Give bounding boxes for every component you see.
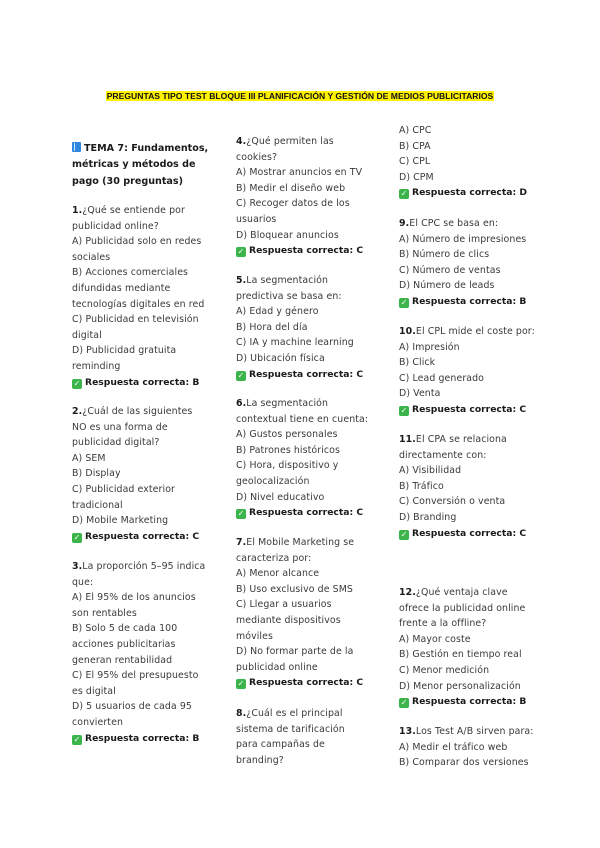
text-span: La proporción 5–95 indica (82, 561, 206, 572)
question-number: 12. (399, 587, 416, 598)
question-number: 7. (236, 537, 247, 548)
option: geolocalización (236, 475, 310, 487)
question-text: para campañas de (236, 739, 325, 751)
text-span: Respuesta correcta: B (412, 295, 527, 307)
check-mark-icon: ✓ (73, 378, 81, 388)
text-span: Los Test A/B sirven para: (415, 726, 534, 737)
question-number: 5. (236, 275, 247, 286)
option: A) Impresión (399, 341, 460, 353)
correct-answer (399, 694, 571, 710)
question-number: 4. (236, 136, 247, 147)
option: convierten (72, 716, 123, 728)
question-number: 8. (236, 708, 247, 719)
option: D) Número de leads (399, 280, 495, 292)
option: B) Acciones comerciales (72, 267, 189, 279)
check-mark-icon: ✓ (400, 189, 408, 199)
question-text (399, 432, 571, 448)
question-number: 1. (72, 205, 83, 216)
check-mark-icon: ✓ (400, 698, 408, 708)
option: D) Publicidad gratuita (72, 345, 177, 357)
question-13 (399, 724, 571, 771)
question-text: directamente con: (399, 449, 487, 461)
option: C) El 95% del presupuesto (72, 670, 199, 682)
option: D) Ubicación física (236, 352, 325, 364)
option: A) Mostrar anuncios en TV (236, 167, 363, 179)
correct-answer (399, 402, 571, 418)
text-span: Respuesta correcta: C (249, 677, 364, 689)
question-2 (72, 404, 244, 544)
option: es digital (72, 685, 116, 697)
question-text: contextual tiene en cuenta: (236, 413, 369, 425)
option: móviles (236, 630, 273, 642)
check-mark-icon: ✓ (237, 370, 245, 380)
question-text: predictiva se basa en: (236, 290, 342, 302)
option: publicidad online (236, 661, 318, 673)
text-span: Respuesta correcta: B (85, 376, 200, 388)
text-span: La segmentación (246, 398, 329, 409)
option: C) Lead generado (399, 372, 484, 384)
question-text (236, 134, 408, 150)
text-span: Respuesta correcta: C (249, 507, 364, 519)
correct-answer (399, 294, 571, 310)
option: tecnologías digitales en red (72, 298, 205, 310)
option: A) Edad y género (236, 306, 319, 318)
option: usuarios (236, 213, 277, 225)
option: D) Venta (399, 388, 441, 400)
text-span: El Mobile Marketing se (246, 537, 355, 548)
check-mark-icon: ✓ (237, 509, 245, 519)
text-span: ¿Qué se entiende por (82, 205, 185, 216)
question-8 (236, 706, 408, 768)
question-7 (236, 535, 408, 691)
question-text (72, 559, 244, 575)
text-span: ¿Qué ventaja clave (415, 587, 508, 598)
option: generan rentabilidad (72, 654, 173, 666)
correct-answer (399, 185, 571, 201)
option: difundidas mediante (72, 282, 171, 294)
question-text (236, 535, 408, 551)
option: A) Menor alcance (236, 568, 320, 580)
option: digital (72, 329, 102, 341)
text-span: Respuesta correcta: D (412, 187, 527, 199)
question-text: publicidad digital? (72, 437, 160, 449)
check-mark-icon: ✓ (237, 679, 245, 689)
option: C) Publicidad exterior (72, 483, 176, 495)
text-span: La segmentación (246, 275, 329, 286)
correct-answer (399, 526, 571, 542)
option: C) Publicidad en televisión (72, 314, 199, 326)
question-5 (236, 273, 408, 382)
question-number: 10. (399, 326, 416, 337)
text-span: Respuesta correcta: C (85, 530, 200, 542)
question-text: ofrece la publicidad online (399, 602, 526, 614)
correct-answer (72, 529, 244, 545)
option: reminding (72, 360, 121, 372)
option: D) No formar parte de la (236, 646, 354, 658)
question-11 (399, 432, 571, 541)
question-1 (72, 203, 247, 390)
text-span: Respuesta correcta: C (412, 527, 527, 539)
text-span: Respuesta correcta: C (412, 403, 527, 415)
question-number: 11. (399, 434, 416, 445)
option: son rentables (72, 607, 137, 619)
option: D) Nivel educativo (236, 491, 325, 503)
question-3 (72, 559, 247, 746)
option: A) Visibilidad (399, 465, 462, 477)
option: D) 5 usuarios de cada 95 (72, 701, 192, 713)
option: D) Mobile Marketing (72, 515, 169, 527)
option: B) CPA (399, 140, 431, 152)
option: C) CPL (399, 156, 431, 168)
option: B) Uso exclusivo de SMS (236, 583, 353, 595)
check-mark-icon: ✓ (400, 405, 408, 415)
option: B) Gestión en tiempo real (399, 649, 522, 661)
correct-answer (236, 505, 408, 521)
correct-answer (72, 731, 244, 747)
question-text (399, 724, 571, 740)
text-span: ¿Qué permiten las (246, 136, 334, 147)
question-number: 9. (399, 218, 410, 229)
text-span: Respuesta correcta: B (85, 732, 200, 744)
option: B) Número de clics (399, 249, 490, 261)
text-span: ¿Cuál de las siguientes (82, 406, 193, 417)
question-text (72, 203, 244, 219)
question-8-continued (399, 123, 571, 201)
option: A) Medir el tráfico web (399, 741, 508, 753)
option: C) Recoger datos de los (236, 198, 350, 210)
option: A) Mayor coste (399, 633, 471, 645)
theme-heading: TEMA 7: Fundamentos, métricas y métodos de pago (30 preguntas) (72, 143, 209, 187)
option: C) Hora, dispositivo y (236, 460, 339, 472)
question-text (236, 396, 408, 412)
check-mark-icon: ✓ (73, 532, 81, 542)
option: B) Click (399, 357, 436, 369)
question-text: branding? (236, 754, 284, 766)
question-6 (236, 396, 408, 521)
option: B) Solo 5 de cada 100 (72, 623, 178, 635)
option: B) Medir el diseño web (236, 182, 346, 194)
question-text: que: (72, 576, 94, 588)
check-mark-icon: ✓ (237, 247, 245, 257)
option: C) Menor medición (399, 664, 490, 676)
option: D) CPM (399, 171, 434, 183)
option: A) Publicidad solo en redes (72, 236, 202, 248)
document-title (0, 91, 600, 101)
option: C) Conversión o venta (399, 496, 506, 508)
question-text: caracteriza por: (236, 552, 312, 564)
question-text (399, 585, 571, 601)
question-text (236, 706, 408, 722)
text-span: ¿Cuál es el principal (246, 708, 343, 719)
option: A) CPC (399, 125, 432, 136)
question-text: sistema de tarificación (236, 723, 345, 735)
correct-answer (236, 675, 408, 691)
question-text (399, 216, 571, 232)
correct-answer (236, 243, 408, 259)
book-icon (72, 142, 81, 152)
option: D) Branding (399, 511, 457, 523)
question-4 (236, 134, 408, 259)
question-text (236, 273, 408, 289)
option: C) IA y machine learning (236, 337, 354, 349)
option: acciones publicitarias (72, 638, 176, 650)
check-mark-icon: ✓ (73, 734, 81, 744)
text-span: Respuesta correcta: C (249, 368, 364, 380)
text-span: El CPA se relaciona (415, 434, 507, 445)
option: B) Tráfico (399, 480, 444, 492)
correct-answer (236, 367, 408, 383)
question-text: NO es una forma de (72, 421, 168, 433)
question-number: 3. (72, 561, 83, 572)
question-12 (399, 585, 571, 710)
option: D) Menor personalización (399, 680, 521, 692)
text-span: Respuesta correcta: B (412, 696, 527, 708)
option: B) Comparar dos versiones (399, 757, 529, 769)
text-span: El CPL mide el coste por: (415, 326, 535, 337)
option: C) Llegar a usuarios (236, 599, 332, 611)
correct-answer (72, 375, 244, 391)
question-text: frente a la offline? (399, 618, 487, 630)
question-number: 6. (236, 398, 247, 409)
option: A) Gustos personales (236, 429, 338, 441)
check-mark-icon: ✓ (400, 297, 408, 307)
option: B) Display (72, 468, 121, 480)
text-span: Respuesta correcta: C (249, 245, 364, 257)
question-text: cookies? (236, 151, 278, 163)
option: sociales (72, 251, 111, 263)
question-text: publicidad online? (72, 220, 159, 232)
option: B) Hora del día (236, 321, 308, 333)
check-mark-icon: ✓ (400, 529, 408, 539)
question-10 (399, 324, 571, 418)
option: C) Número de ventas (399, 264, 501, 276)
option: D) Bloquear anuncios (236, 229, 339, 241)
question-text (72, 404, 244, 420)
option: A) El 95% de los anuncios (72, 592, 196, 604)
question-text (399, 324, 571, 340)
option: mediante dispositivos (236, 614, 341, 626)
question-9 (399, 216, 571, 310)
question-number: 13. (399, 726, 416, 737)
option: A) Número de impresiones (399, 233, 527, 245)
option: B) Patrones históricos (236, 444, 340, 456)
text-span: El CPC se basa en: (409, 218, 499, 229)
option: tradicional (72, 499, 123, 511)
title-text: PREGUNTAS TIPO TEST BLOQUE III PLANIFICACIÓN Y GESTIÓN DE MEDIOS PUBLICITARIOS (106, 91, 494, 101)
option: A) SEM (72, 452, 106, 464)
question-number: 2. (72, 406, 83, 417)
